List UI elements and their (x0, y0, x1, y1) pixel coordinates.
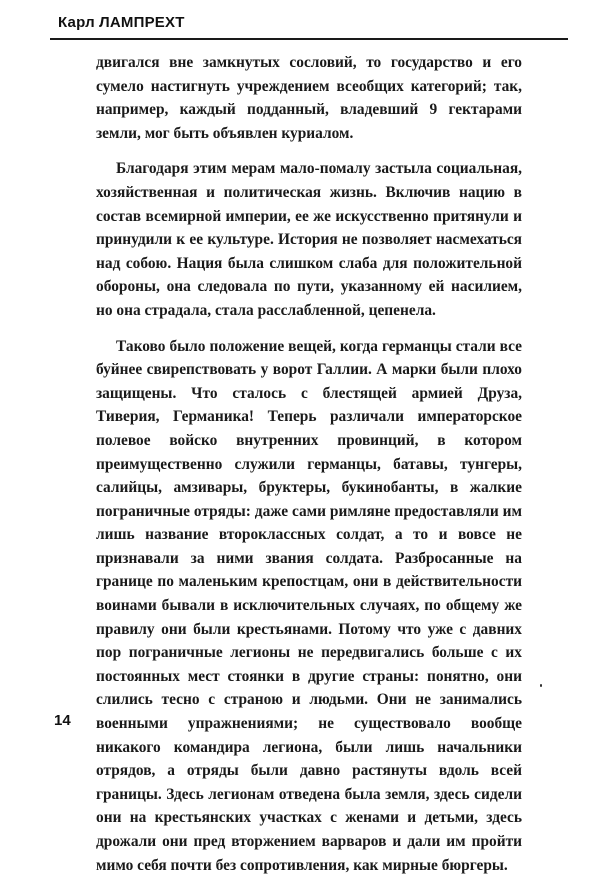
header-divider (50, 38, 568, 40)
running-header-title: Карл ЛАМПРЕХТ (58, 14, 185, 31)
paragraph-social-life: Благодаря этим мерам мало-помалу застыла социальная, хозяйственная и политическая жизнь. Включив нацию в состав всемирной империи, ее же искусственно притянули и принудили к ее культуре. История не позволяет насмехаться над собою. Нация была слишком слаба для положительной обороны, она следовала по пути, указанному ей насилием, но она страдала, стала расслабленной, цепенела. (96, 160, 522, 319)
page-number: 14 (54, 712, 71, 729)
paragraph-continued: двигался вне замкнутых сословий, то государство и его сумело настигнуть учреждением всеобщих категорий; так, например, каждый подданный, владевший 9 гектарами земли, мог быть объявлен куриалом. (96, 54, 522, 142)
page-body-text (96, 51, 522, 877)
print-speck (540, 684, 542, 687)
paragraph-germans-at-gaul: Таково было положение вещей, когда германцы стали все буйнее свирепствовать у ворот Галлии. А марки были плохо защищены. Что сталось с блестящей армией Друза, Тиверия, Германика! Теперь различали императорское полевое войско внутренних провинций, в котором преимущественно служили германцы, батавы, тунгеры, салийцы, амзивары, бруктеры, букинобанты, в жалкие пограничные отряды: даже сами римляне предоставляли им лишь название второклассных солдат, а то и вовсе не признавали за ними звания солдата. Разбросанные на границе по маленьким крепостцам, они в действительности воинами бывали в исключительных случаях, по общему же правилу они были крестьянами. Потому что уже с давних пор пограничные легионы не передвигались больше с их постоянных мест стоянки в другие страны: понятно, они слились тесно с страною и людьми. Они не занимались военными упражнениями; не существовало вообще никакого командира легиона, были лишь начальники отрядов, а отряды были давно растянуты вдоль всей границы. Здесь легионам отведена была земля, здесь сидели они на крестьянских участках с женами и детьми, здесь дрожали они пред вторжением варваров и дали им пройти мимо себя почти без сопротивления, как мирные бюргеры. (96, 337, 522, 874)
